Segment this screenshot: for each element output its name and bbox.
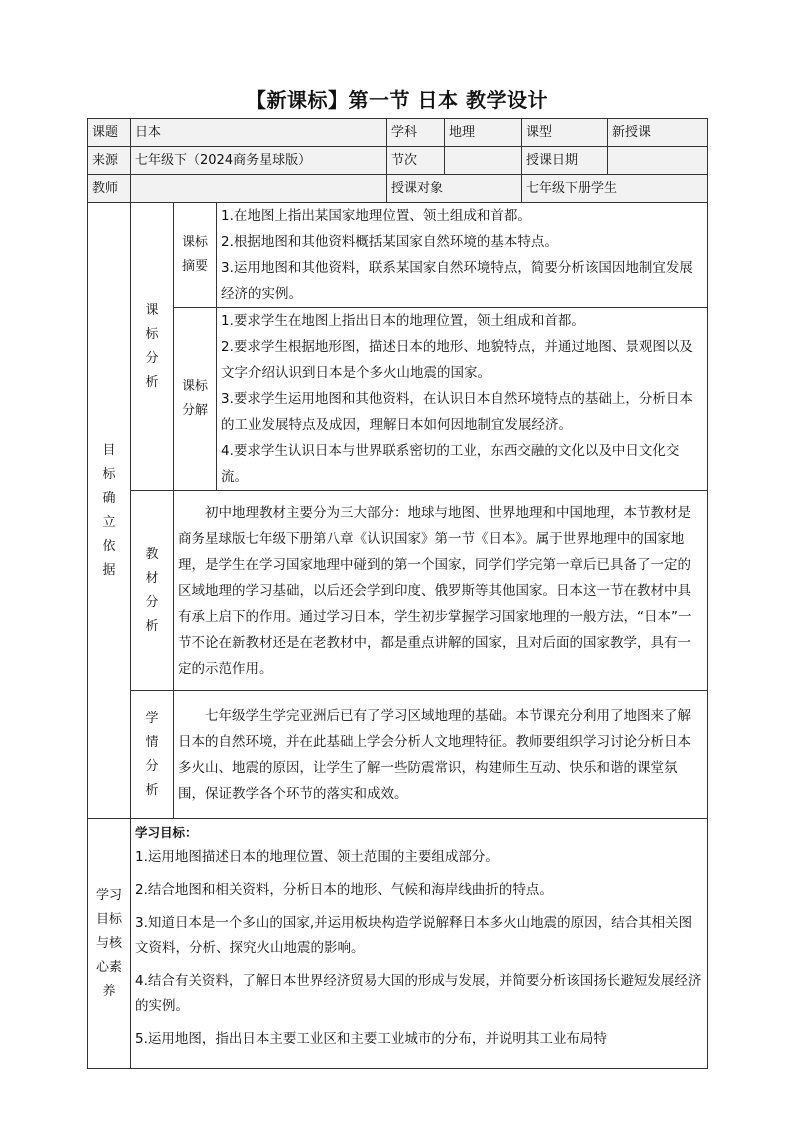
teacher-label: 教师 [88, 175, 131, 203]
type-value: 新授课 [608, 119, 708, 147]
page-title: 【新课标】第一节 日本 教学设计 [246, 88, 548, 112]
objectives-row [88, 819, 708, 1069]
objective-item: 4.结合有关资料，了解日本世界经济贸易大国的形成与发展，并简要分析该国扬长避短发展经济的实例。 [135, 973, 702, 1014]
breakdown-label: 课标分解 [174, 308, 217, 491]
objectives-list [131, 819, 708, 1069]
audience-label: 授课对象 [387, 175, 522, 203]
breakdown-item: 1.要求学生在地图上指出日本的地理位置，领土组成和首都。 [221, 313, 585, 329]
type-label: 课型 [522, 119, 608, 147]
summary-item: 3.运用地图和其他资料，联系某国家自然环境特点，简要分析该国因地制宜发展经济的实例。 [221, 260, 693, 302]
subject-label: 学科 [387, 119, 445, 147]
source-label: 来源 [88, 147, 131, 175]
breakdown-row [88, 308, 708, 491]
learner-row [88, 691, 708, 819]
info-row-teacher [88, 175, 708, 203]
goal-basis-label: 目标确立依据 [88, 203, 131, 819]
topic-value: 日本 [131, 119, 387, 147]
audience-value: 七年级下册学生 [522, 175, 708, 203]
objective-item: 5.运用地图，指出日本主要工业区和主要工业城市的分布，并说明其工业布局特 [135, 1031, 607, 1047]
objective-item: 3.知道日本是一个多山的国家,并运用板块构造学说解释日本多火山地震的原因，结合其相关图文资料，分析、探究火山地震的影响。 [135, 915, 693, 956]
objectives-heading: 学习目标： [135, 825, 198, 840]
breakdown-item: 3.要求学生运用地图和其他资料，在认识日本自然环境特点的基础上，分析日本的工业发展特点及成因，理解日本如何因地制宜发展经济。 [221, 391, 693, 433]
period-value [445, 147, 522, 175]
summary-row [88, 203, 708, 308]
breakdown-item: 2.要求学生根据地形图，描述日本的地形、地貌特点，并通过地图、景观图以及文字介绍认识到日本是个多火山地震的国家。 [221, 339, 693, 381]
breakdown-list [217, 308, 708, 491]
learner-analysis-text: 七年级学生学完亚洲后已有了学习区域地理的基础。本节课充分利用了地图来了解日本的自然环境，并在此基础上学会分析人文地理特征。教师要组织学习讨论分析日本多火山、地震的原因，让学生了解一些防震常识，构建师生互动、快乐和谐的课堂氛围，保证教学各个环节的落实和成效。 [174, 691, 708, 819]
learner-analysis-label: 学情分析 [131, 691, 174, 819]
textbook-analysis-text: 初中地理教材主要分为三大部分：地球与地图、世界地理和中国地理，本节教材是商务星球版七年级下册第八章《认识国家》第一节《日本》。属于世界地理中的国家地理，是学生在学习国家地理中碰到的第一个国家，同学们学完第一章后已具备了一定的区域地理的学习基础，以后还会学到印度、俄罗斯等其他国家。日本这一节在教材中具有承上启下的作用。通过学习日本，学生初步掌握学习国家地理的一般方法，“日本”一节不论在新教材还是在老教材中，都是重点讲解的国家，且对后面的国家教学，具有一定的示范作用。 [174, 491, 708, 691]
source-value: 七年级下（2024商务星球版） [131, 147, 387, 175]
date-value [608, 147, 708, 175]
textbook-row [88, 491, 708, 691]
period-label: 节次 [387, 147, 445, 175]
curriculum-analysis-label: 课标分析 [131, 203, 174, 491]
subject-value: 地理 [445, 119, 522, 147]
breakdown-item: 4.要求学生认识日本与世界联系密切的工业，东西交融的文化以及中日文化交流。 [221, 443, 680, 485]
date-label: 授课日期 [522, 147, 608, 175]
teacher-value [131, 175, 387, 203]
info-row-source [88, 147, 708, 175]
lesson-plan-table [87, 118, 708, 1069]
summary-label: 课标摘要 [174, 203, 217, 308]
summary-item: 1.在地图上指出某国家地理位置、领土组成和首都。 [221, 208, 531, 224]
objective-item: 1.运用地图描述日本的地理位置、领土范围的主要组成部分。 [135, 849, 499, 865]
info-row-topic [88, 119, 708, 147]
topic-label: 课题 [88, 119, 131, 147]
objectives-label: 学习目标与核心素养 [88, 819, 131, 1069]
objective-item: 2.结合地图和相关资料，分析日本的地形、气候和海岸线曲折的特点。 [135, 882, 553, 898]
summary-item: 2.根据地图和其他资料概括某国家自然环境的基本特点。 [221, 234, 558, 250]
summary-list [217, 203, 708, 308]
textbook-analysis-label: 教材分析 [131, 491, 174, 691]
